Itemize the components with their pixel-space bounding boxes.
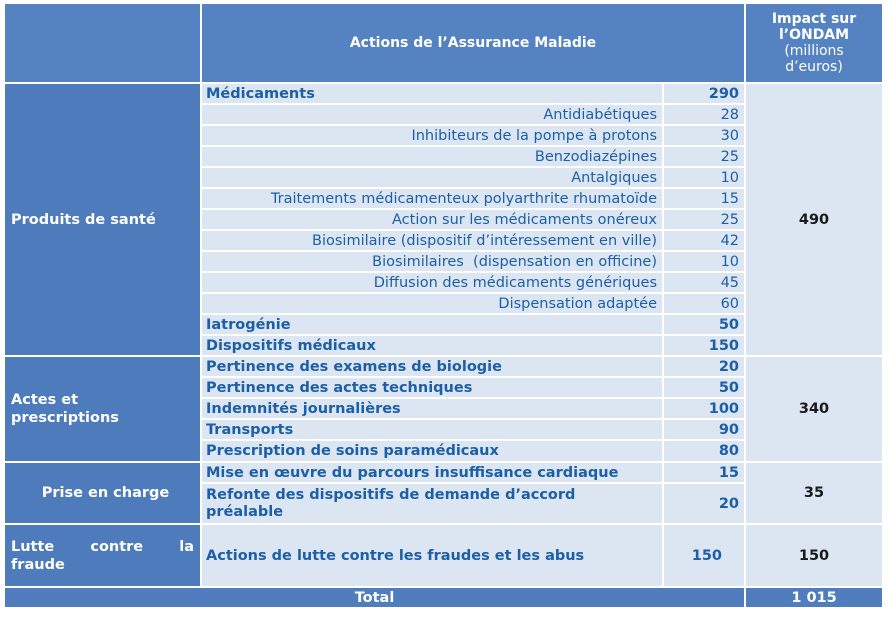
row-label: Actions de lutte contre les fraudes et les abus bbox=[201, 524, 663, 587]
row-label: Pertinence des examens de biologie bbox=[201, 356, 663, 377]
row-label: Iatrogénie bbox=[201, 314, 663, 335]
row-value: 20 bbox=[663, 483, 745, 524]
category-lutte-line1 bbox=[11, 538, 194, 556]
row-value: 25 bbox=[663, 209, 745, 230]
header-impact-cell bbox=[745, 3, 883, 83]
row-value: 50 bbox=[663, 377, 745, 398]
row-value: 15 bbox=[663, 188, 745, 209]
row-label-line1: Refonte des dispositifs de demande d’accord bbox=[206, 486, 576, 503]
row-label-line2: préalable bbox=[206, 503, 284, 520]
row-value: 45 bbox=[663, 272, 745, 293]
category-lutte-contre-la-fraude bbox=[4, 524, 201, 587]
row-label: Transports bbox=[201, 419, 663, 440]
row-value: 15 bbox=[663, 462, 745, 483]
row-label: Benzodiazépines bbox=[201, 146, 663, 167]
row-value: 150 bbox=[663, 524, 745, 587]
row-label: Mise en œuvre du parcours insuffisance cardiaque bbox=[201, 462, 663, 483]
row-label: Antalgiques bbox=[201, 167, 663, 188]
table-row bbox=[4, 524, 883, 587]
row-value: 50 bbox=[663, 314, 745, 335]
row-value: 10 bbox=[663, 251, 745, 272]
header-impact-line1: Impact sur bbox=[771, 11, 857, 27]
row-value: 28 bbox=[663, 104, 745, 125]
category-lutte-word1: Lutte bbox=[11, 538, 55, 555]
category-lutte-word2: contre bbox=[90, 538, 144, 555]
row-value: 150 bbox=[663, 335, 745, 356]
row-value: 60 bbox=[663, 293, 745, 314]
row-label: Dispensation adaptée bbox=[201, 293, 663, 314]
category-lutte-line2: fraude bbox=[11, 556, 65, 573]
row-value: 20 bbox=[663, 356, 745, 377]
category-actes-line2: prescriptions bbox=[11, 410, 119, 426]
header-impact-line2: l’ONDAM bbox=[778, 27, 850, 43]
category-produits-de-sante: Produits de santé bbox=[4, 83, 201, 356]
row-value: 100 bbox=[663, 398, 745, 419]
header-empty-cell bbox=[4, 3, 201, 83]
impact-produits-de-sante: 490 bbox=[745, 83, 883, 356]
impact-actes-et-prescriptions: 340 bbox=[745, 356, 883, 462]
row-label: Prescription de soins paramédicaux bbox=[201, 440, 663, 462]
total-label: Total bbox=[4, 587, 745, 608]
impact-lutte-contre-la-fraude: 150 bbox=[745, 524, 883, 587]
table-row bbox=[4, 83, 883, 104]
category-actes-et-prescriptions bbox=[4, 356, 201, 462]
row-label: Pertinence des actes techniques bbox=[201, 377, 663, 398]
impact-prise-en-charge: 35 bbox=[745, 462, 883, 524]
row-label: Biosimilaire (dispositif d’intéressement en ville) bbox=[201, 230, 663, 251]
row-value: 42 bbox=[663, 230, 745, 251]
category-prise-en-charge: Prise en charge bbox=[4, 462, 201, 524]
ondam-table bbox=[4, 3, 883, 608]
row-value: 30 bbox=[663, 125, 745, 146]
category-lutte-word3: la bbox=[179, 538, 194, 555]
row-label: Inhibiteurs de la pompe à protons bbox=[201, 125, 663, 146]
row-value: 290 bbox=[663, 83, 745, 104]
row-value: 10 bbox=[663, 167, 745, 188]
header-row bbox=[4, 3, 883, 83]
total-value: 1 015 bbox=[745, 587, 883, 608]
row-value: 90 bbox=[663, 419, 745, 440]
row-label: Action sur les médicaments onéreux bbox=[201, 209, 663, 230]
row-label: Diffusion des médicaments génériques bbox=[201, 272, 663, 293]
header-actions-title: Actions de l’Assurance Maladie bbox=[201, 3, 745, 83]
row-value: 80 bbox=[663, 440, 745, 462]
table-row bbox=[4, 356, 883, 377]
row-label: Antidiabétiques bbox=[201, 104, 663, 125]
row-label: Biosimilaires (dispensation en officine) bbox=[201, 251, 663, 272]
row-label: Indemnités journalières bbox=[201, 398, 663, 419]
header-impact-unit2: d’euros) bbox=[785, 59, 843, 75]
row-label: Médicaments bbox=[201, 83, 663, 104]
row-value: 25 bbox=[663, 146, 745, 167]
row-label: Dispositifs médicaux bbox=[201, 335, 663, 356]
row-label bbox=[201, 483, 663, 524]
total-row bbox=[4, 587, 883, 608]
category-actes-line1: Actes et bbox=[11, 392, 79, 408]
table-row bbox=[4, 462, 883, 483]
row-label: Traitements médicamenteux polyarthrite rhumatoïde bbox=[201, 188, 663, 209]
header-impact-unit1: (millions bbox=[784, 43, 844, 59]
